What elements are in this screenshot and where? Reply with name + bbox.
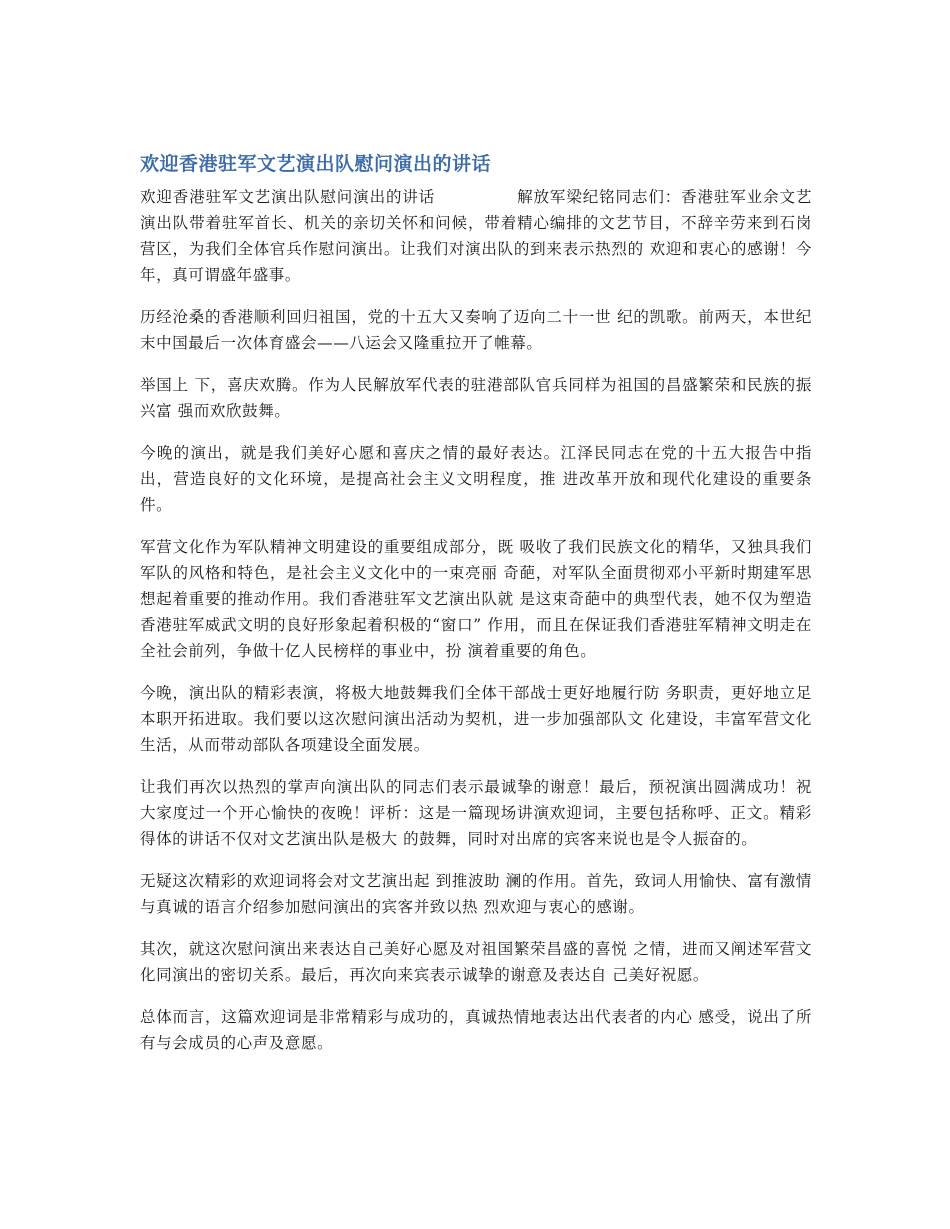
document-page bbox=[140, 150, 812, 1072]
paragraph-3: 举国上 下，喜庆欢腾。作为人民解放军代表的驻港部队官兵同样为祖国的昌盛繁荣和民族的振兴富 强而欢欣鼓舞。 bbox=[140, 376, 812, 420]
paragraph-1: 欢迎香港驻军文艺演出队慰问演出的讲话 解放军梁纪铭同志们：香港驻军业余文艺演出队带着驻军首长、机关的亲切关怀和问候，带着精心编排的文艺节目，不辞辛劳来到石岗营区，为我们全体官兵作慰问演出。让我们对演出队的到来表示热烈的 欢迎和衷心的感谢！今年，真可谓盛年盛事。 bbox=[140, 188, 812, 284]
paragraph-6: 今晚，演出队的精彩表演，将极大地鼓舞我们全体干部战士更好地履行防 务职责，更好地立足本职开拓进取。我们要以这次慰问演出活动为契机，进一步加强部队文 化建设，丰富军营文化生活，从而带动部队各项建设全面发展。 bbox=[140, 684, 812, 754]
paragraph-5: 军营文化作为军队精神文明建设的重要组成部分，既 吸收了我们民族文化的精华，又独具我们军队的风格和特色，是社会主义文化中的一束亮丽 奇葩，对军队全面贯彻邓小平新时期建军思想起着重要的推动作用。我们香港驻军文艺演出队就 是这束奇葩中的典型代表，她不仅为塑造香港驻军威武文明的良好形象起着积极的“窗口” 作用，而且在保证我们香港驻军精神文明走在全社会前列，争做十亿人民榜样的事业中，扮 演着重要的角色。 bbox=[140, 538, 812, 660]
paragraph-4: 今晚的演出，就是我们美好心愿和喜庆之情的最好表达。江泽民同志在党的十五大报告中指出，营造良好的文化环境，是提高社会主义文明程度，推 进改革开放和现代化建设的重要条件。 bbox=[140, 444, 812, 514]
paragraph-8: 无疑这次精彩的欢迎词将会对文艺演出起 到推波助 澜的作用。首先，致词人用愉快、富有激情与真诚的语言介绍参加慰问演出的宾客并致以热 烈欢迎与衷心的感谢。 bbox=[140, 872, 812, 916]
paragraph-2: 历经沧桑的香港顺利回归祖国，党的十五大又奏响了迈向二十一世 纪的凯歌。前两天，本世纪末中国最后一次体育盛会——八运会又隆重拉开了帷幕。 bbox=[140, 308, 812, 352]
document-title: 欢迎香港驻军文艺演出队慰问演出的讲话 bbox=[140, 153, 492, 175]
paragraph-10: 总体而言，这篇欢迎词是非常精彩与成功的，真诚热情地表达出代表者的内心 感受，说出了所有与会成员的心声及意愿。 bbox=[140, 1008, 812, 1052]
paragraph-7: 让我们再次以热烈的掌声向演出队的同志们表示最诚挚的谢意！最后，预祝演出圆满成功！祝大家度过一个开心愉快的夜晚！评析：这是一篇现场讲演欢迎词，主要包括称呼、正文。精彩得体的讲话不仅对文艺演出队是极大 的鼓舞，同时对出席的宾客来说也是令人振奋的。 bbox=[140, 778, 812, 848]
paragraph-9: 其次，就这次慰问演出来表达自己美好心愿及对祖国繁荣昌盛的喜悦 之情，进而又阐述军营文化同演出的密切关系。最后，再次向来宾表示诚挚的谢意及表达自 己美好祝愿。 bbox=[140, 940, 812, 984]
